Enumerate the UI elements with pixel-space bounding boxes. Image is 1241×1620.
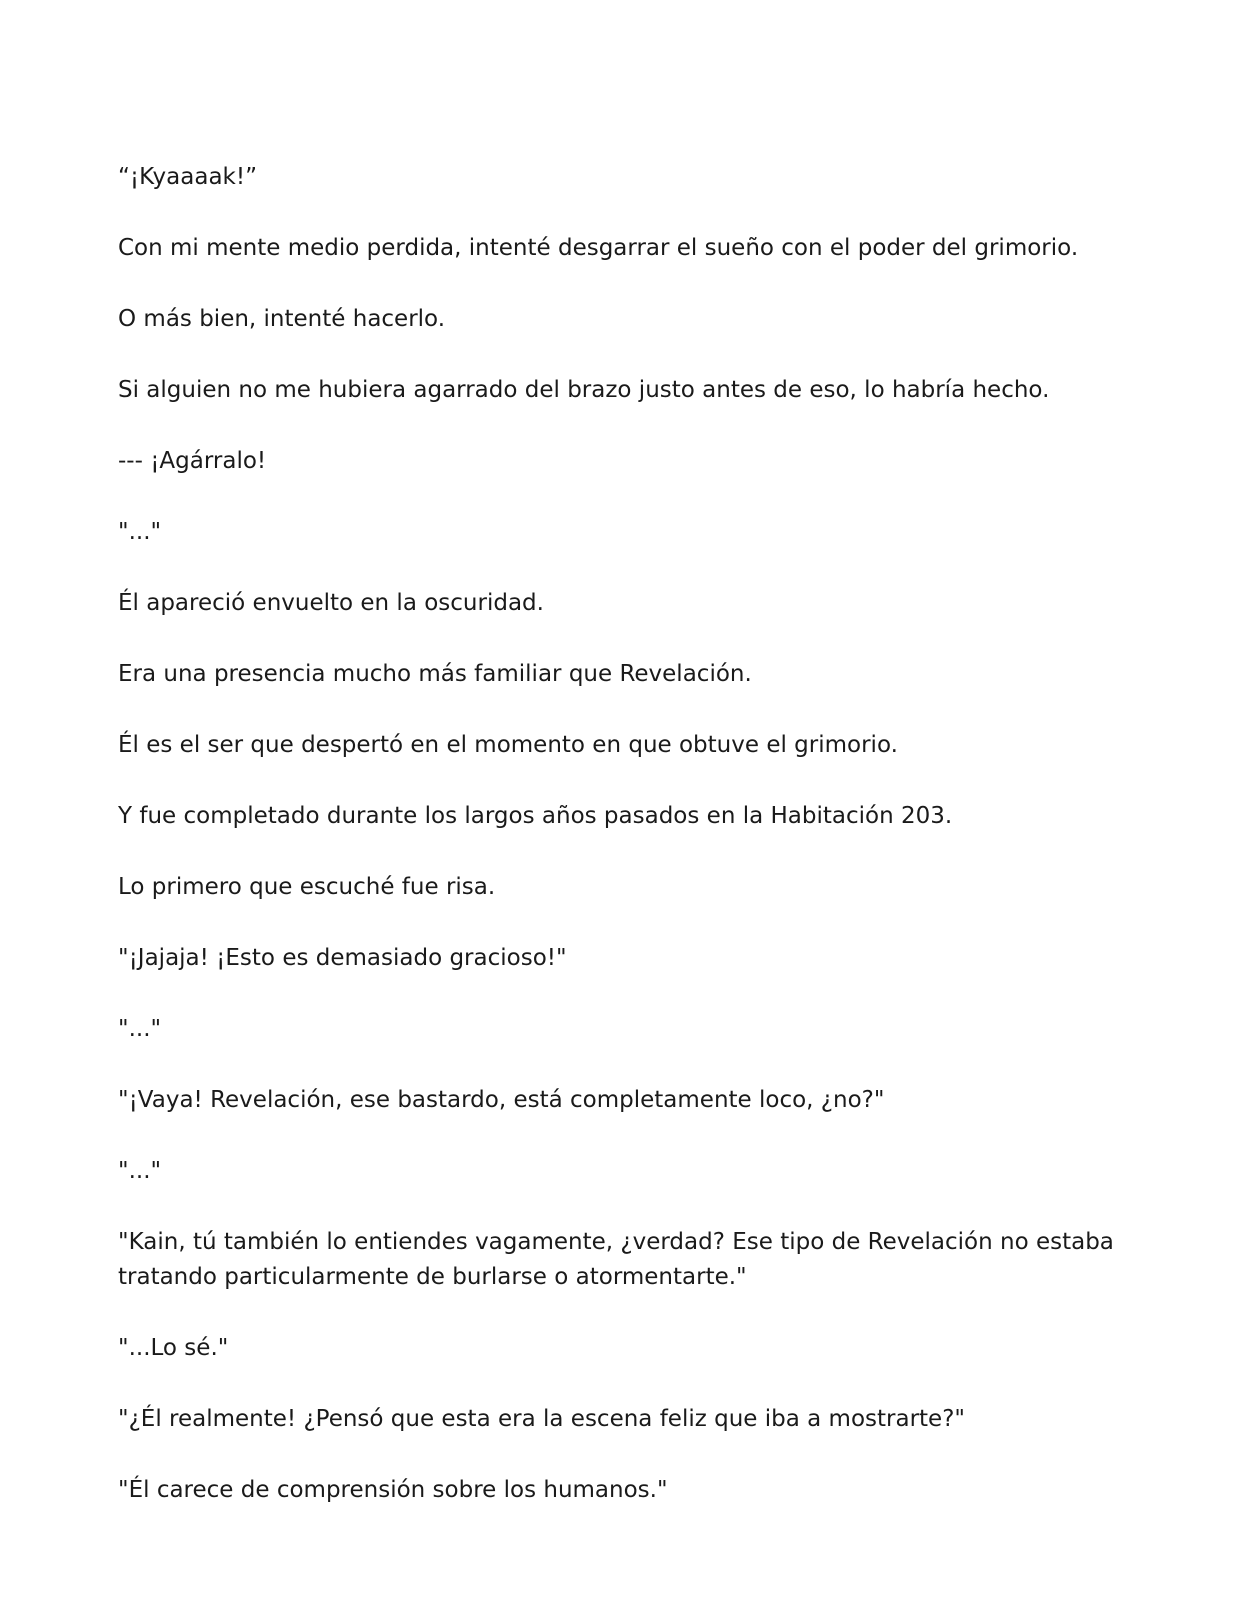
- paragraph: "...": [118, 1016, 162, 1042]
- paragraph: "Kain, tú también lo entiendes vagamente, ¿verdad? Ese tipo de Revelación no estaba tratando particularmente de burlarse o atormentarte.": [118, 1229, 1122, 1290]
- paragraph: Él apareció envuelto en la oscuridad.: [118, 590, 544, 616]
- paragraph: "¡Vaya! Revelación, ese bastardo, está completamente loco, ¿no?": [118, 1087, 885, 1113]
- paragraph: Y fue completado durante los largos años pasados en la Habitación 203.: [118, 803, 953, 829]
- paragraph: "...Lo sé.": [118, 1335, 229, 1361]
- paragraph: "¿Él realmente! ¿Pensó que esta era la escena feliz que iba a mostrarte?": [118, 1406, 965, 1432]
- paragraph: Era una presencia mucho más familiar que Revelación.: [118, 661, 752, 687]
- paragraph: "...": [118, 1158, 162, 1184]
- paragraph: "...": [118, 519, 162, 545]
- paragraph: O más bien, intenté hacerlo.: [118, 306, 446, 332]
- paragraph: Lo primero que escuché fue risa.: [118, 874, 496, 900]
- paragraph: Con mi mente medio perdida, intenté desgarrar el sueño con el poder del grimorio.: [118, 235, 1079, 261]
- paragraph: --- ¡Agárralo!: [118, 448, 267, 474]
- paragraph: "¡Jajaja! ¡Esto es demasiado gracioso!": [118, 945, 567, 971]
- paragraph: Si alguien no me hubiera agarrado del brazo justo antes de eso, lo habría hecho.: [118, 377, 1050, 403]
- paragraph: Él es el ser que despertó en el momento en que obtuve el grimorio.: [118, 732, 898, 758]
- paragraph: "Él carece de comprensión sobre los humanos.": [118, 1477, 668, 1503]
- paragraph: “¡Kyaaaak!”: [118, 164, 257, 190]
- document-body: [118, 160, 1128, 1544]
